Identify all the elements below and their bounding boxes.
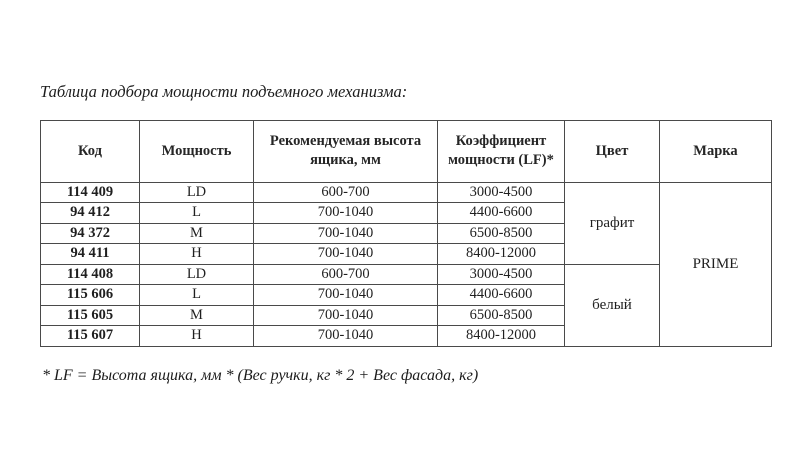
lf-cell: 3000-4500: [438, 182, 565, 203]
power-cell: LD: [140, 182, 254, 203]
brand-cell: PRIME: [660, 182, 772, 346]
height-cell: 700-1040: [254, 244, 438, 265]
color-cell-graphite: графит: [565, 182, 660, 264]
lf-cell: 6500-8500: [438, 223, 565, 244]
header-power: Мощность: [140, 120, 254, 182]
height-cell: 700-1040: [254, 285, 438, 306]
code-cell: 114 408: [41, 264, 140, 285]
code-cell: 115 605: [41, 305, 140, 326]
lf-cell: 6500-8500: [438, 305, 565, 326]
power-cell: M: [140, 305, 254, 326]
code-cell: 94 411: [41, 244, 140, 265]
header-color: Цвет: [565, 120, 660, 182]
height-cell: 700-1040: [254, 223, 438, 244]
lf-cell: 3000-4500: [438, 264, 565, 285]
power-cell: LD: [140, 264, 254, 285]
lf-cell: 4400-6600: [438, 203, 565, 224]
header-lf: Коэффициент мощности (LF)*: [438, 120, 565, 182]
height-cell: 700-1040: [254, 203, 438, 224]
code-cell: 115 607: [41, 326, 140, 347]
code-cell: 94 372: [41, 223, 140, 244]
code-cell: 115 606: [41, 285, 140, 306]
lf-cell: 8400-12000: [438, 244, 565, 265]
table-header-row: [41, 120, 772, 182]
page-title: Таблица подбора мощности подъемного механизма:: [40, 82, 408, 101]
footnote: * LF = Высота ящика, мм * (Вес ручки, кг * 2 + Вес фасада, кг): [42, 366, 479, 384]
power-cell: M: [140, 223, 254, 244]
power-selection-table: [40, 120, 772, 347]
power-cell: H: [140, 244, 254, 265]
height-cell: 600-700: [254, 264, 438, 285]
height-cell: 700-1040: [254, 305, 438, 326]
header-height: Рекомендуемая высота ящика, мм: [254, 120, 438, 182]
height-cell: 600-700: [254, 182, 438, 203]
header-brand: Марка: [660, 120, 772, 182]
power-cell: L: [140, 203, 254, 224]
power-cell: H: [140, 326, 254, 347]
table-row: [41, 182, 772, 203]
height-cell: 700-1040: [254, 326, 438, 347]
header-code: Код: [41, 120, 140, 182]
code-cell: 94 412: [41, 203, 140, 224]
code-cell: 114 409: [41, 182, 140, 203]
power-cell: L: [140, 285, 254, 306]
lf-cell: 8400-12000: [438, 326, 565, 347]
lf-cell: 4400-6600: [438, 285, 565, 306]
color-cell-white: белый: [565, 264, 660, 346]
